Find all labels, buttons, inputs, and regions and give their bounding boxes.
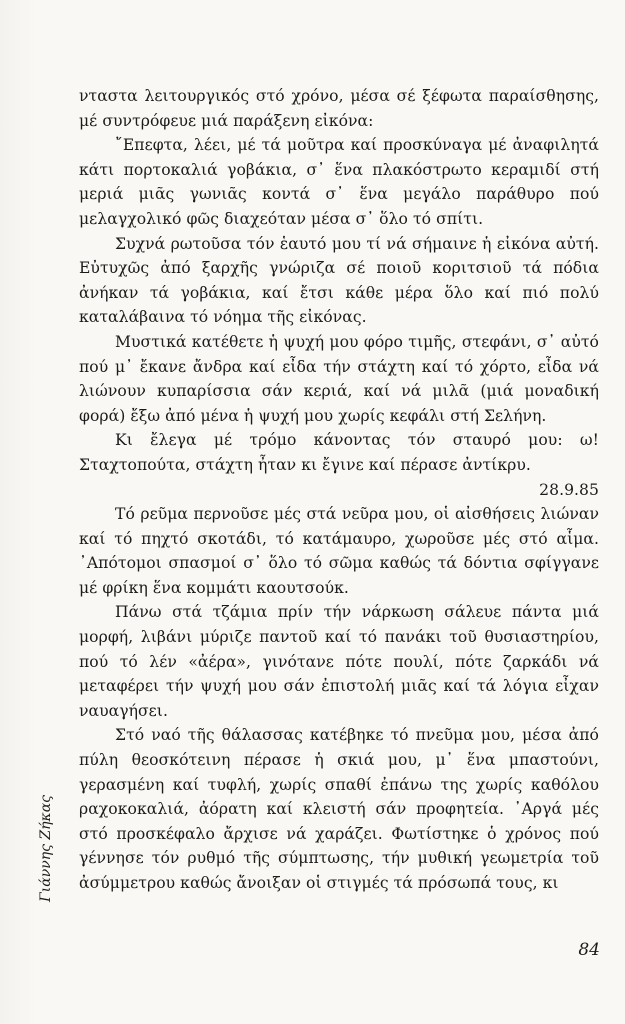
page-number: 84	[578, 940, 600, 960]
paragraph-8: Στό ναό τῆς θάλασσας κατέβηκε τό πνεῦμα μου, μέσα ἀπό πύλη θεοσκότεινη πέρασε ἡ σκιά μου, μ᾽ ἕνα μπαστούνι, γερασμένη καί τυφλή, χωρίς σπαθί ἐπάνω της χωρίς καθόλου ραχοκοκαλιά, ἀόρατη καί κλειστή σάν προφητεία. ᾽Αργά μές στό προσκέφαλο ἄρχισε νά χαράζει. Φωτίστηκε ὁ χρόνος πού γέννησε τόν ρυθμό τῆς σύμπτωσης, τήν μυθική γεωμετρία τοῦ ἀσύμμετρου καθώς ἄνοιξαν οἱ στιγμές τά πρόσωπά τους, κι	[79, 726, 599, 892]
paragraph-6: Τό ρεῦμα περνοῦσε μές στά νεῦρα μου, οἱ αἰσθήσεις λιώναν καί τό πηχτό σκοτάδι, τό κατάμαυρο, χωροῦσε μές στό αἷμα. ᾽Απότομοι σπασμοί σ᾽ ὅλο τό σῶμα καθώς τά δόντια σφίγγανε μέ φρίκη ἕνα κομμάτι καουτσούκ.	[79, 505, 599, 597]
paragraph-5: Κι ἔλεγα μέ τρόμο κάνοντας τόν σταυρό μου: ω! Σταχτοπούτα, στάχτη ἦταν κι ἔγινε καί πέρασε ἀντίκρυ.	[79, 431, 599, 474]
paragraph-1: νταστα λειτουργικός στό χρόνο, μέσα σέ ξέφωτα παραίσθησης, μέ συντρόφευε μιά παράξενη εἰκόνα:	[79, 87, 599, 130]
paragraph-2: ῎Επεφτα, λέει, μέ τά μοῦτρα καί προσκύναγα μέ ἀναφιλητά κάτι πορτοκαλιά γοβάκια, σ᾽ ἕνα πλακόστρωτο κεραμιδί στή μεριά μιᾶς γωνιᾶς κοντά σ᾽ ἕνα μεγάλο παράθυρο πού μελαγχολικό φῶς διαχεόταν μέσα σ᾽ ὅλο τό σπίτι.	[79, 136, 599, 228]
author-running-head: Γιάννης Ζήκας	[38, 795, 54, 902]
body-text	[79, 84, 599, 896]
paragraph-7: Πάνω στά τζάμια πρίν τήν νάρκωση σάλευε πάντα μιά μορφή, λιβάνι μύριζε παντοῦ καί τό πανάκι τοῦ θυσιαστηρίου, πού τό λέν «ἀέρα», γινότανε πότε πουλί, πότε ζαρκάδι νά μεταφέρει τήν ψυχή μου σάν ἐπιστολή μιᾶς καί τά λόγια εἶχαν ναυαγήσει.	[79, 603, 599, 720]
paragraph-3: Συχνά ρωτοῦσα τόν ἑαυτό μου τί νά σήμαινε ἡ εἰκόνα αὐτή. Εὐτυχῶς ἀπό ξαρχῆς γνώριζα σέ ποιοῦ κοριτσιοῦ τά πόδια ἀνήκαν τά γοβάκια, καί ἔτσι κάθε μέρα ὅλο καί πιό πολύ καταλάβαινα τό νόημα τῆς εἰκόνας.	[79, 234, 599, 327]
entry-date: 28.9.85	[539, 480, 599, 499]
paragraph-4: Μυστικά κατέθετε ἡ ψυχή μου φόρο τιμῆς, στεφάνι, σ᾽ αὐτό πού μ᾽ ἔκανε ἄνδρα καί εἶδα τήν στάχτη καί τό χόρτο, εἶδα νά λιώνουν κυπαρίσσια σάν κεριά, καί νά μιλᾶ (μιά μοναδική φορά) ἔξω ἀπό μένα ἡ ψυχή μου χωρίς κεφάλι στή Σελήνη.	[79, 332, 599, 425]
